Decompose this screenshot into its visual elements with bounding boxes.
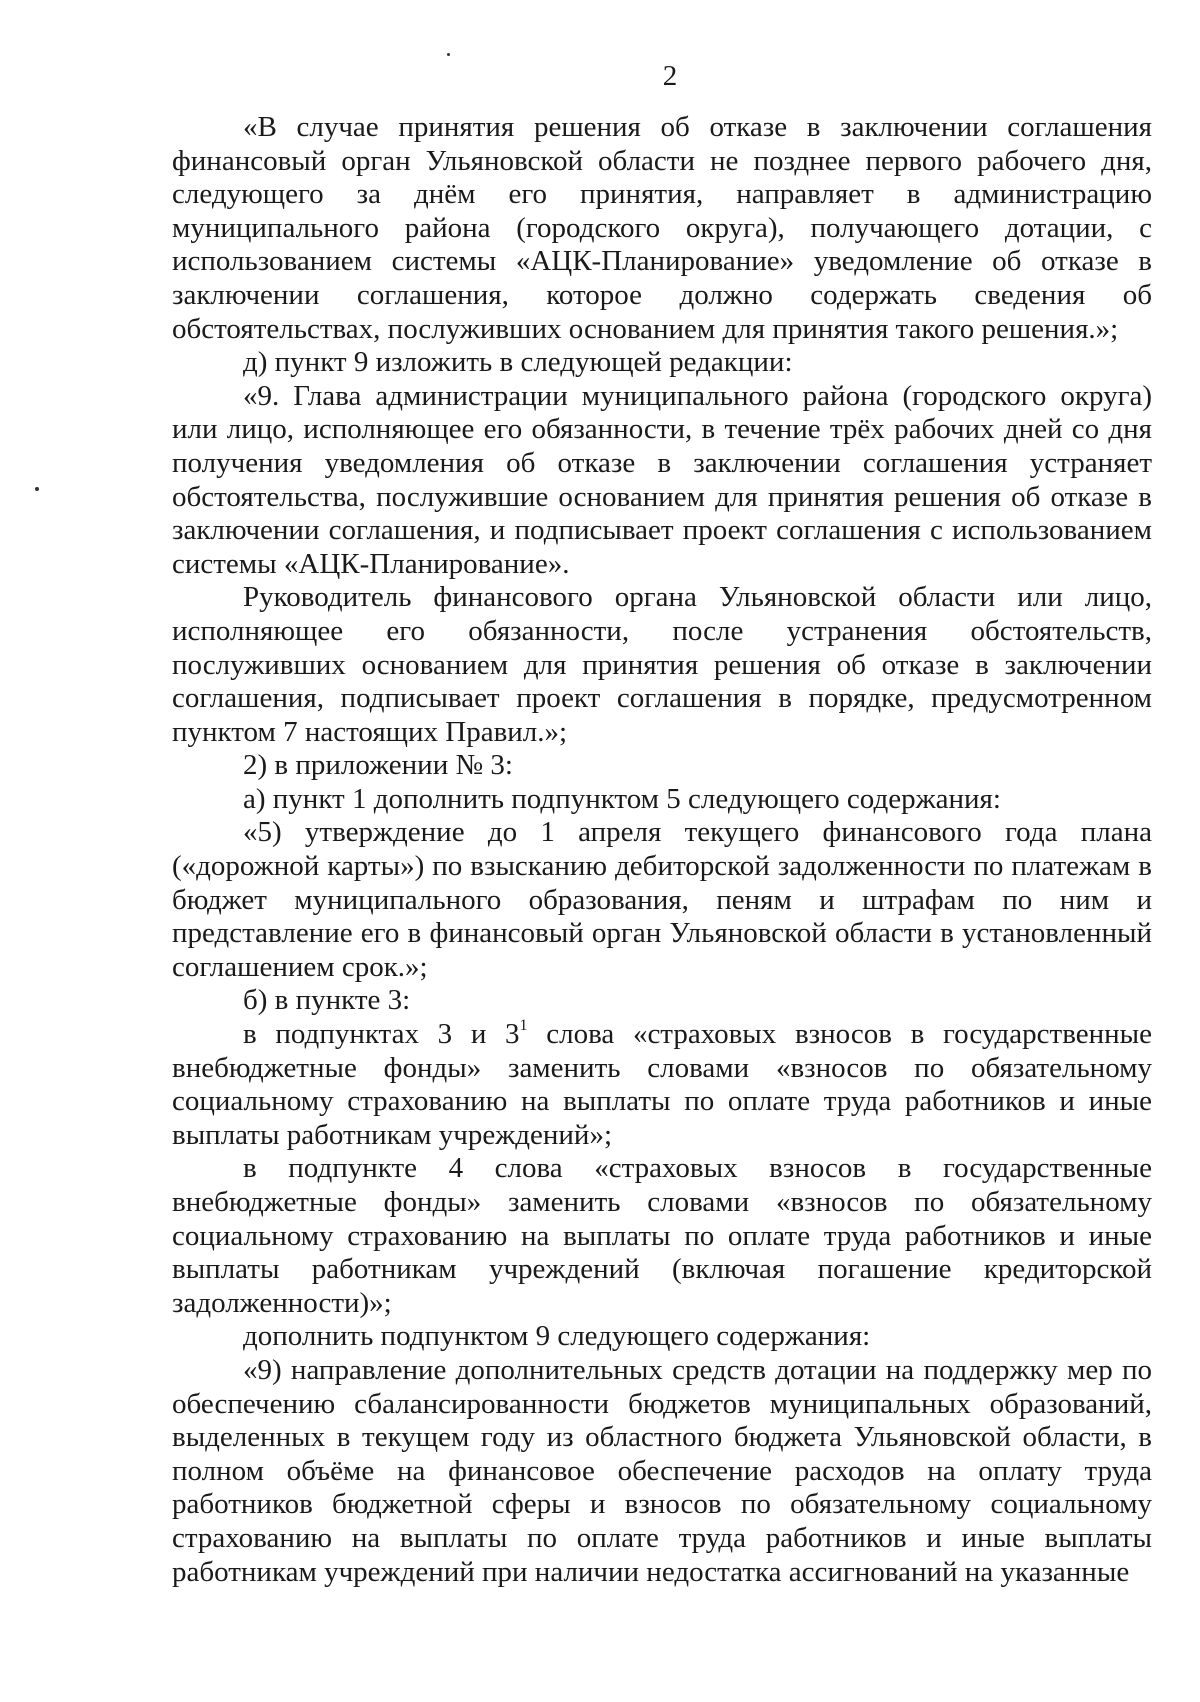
- paragraph: д) пункт 9 изложить в следующей редакции:: [243, 346, 793, 379]
- scan-speck: [35, 487, 39, 491]
- paragraph: «5) утверждение до 1 апреля текущего финансового года плана («дорожной карты») по взысканию дебиторской задолженности по платежам в бюджет муниципального образования, пеням и штрафам по ним и представление его в финансовый орган Ульяновской области в установленный соглашением срок.»;: [172, 816, 1152, 983]
- paragraph: «9. Глава администрации муниципального района (городского округа) или лицо, исполняющее его обязанности, в течение трёх рабочих дней со дня получения уведомления об отказе в заключении соглашения устраняет обстоятельства, послужившие основанием для принятия решения об отказе в заключении соглашения, и подписывает проект соглашения с использованием системы «АЦК-Планирование».: [172, 379, 1152, 580]
- paragraph: а) пункт 1 дополнить подпунктом 5 следующего содержания:: [243, 782, 1001, 815]
- paragraph: б) в пункте 3:: [243, 984, 411, 1017]
- paragraph: 2) в приложении № 3:: [243, 749, 513, 782]
- paragraph: «9) направление дополнительных средств дотации на поддержку мер по обеспечению сбалансированности бюджетов муниципальных образований, выделенных в текущем году из областного бюджета Ульяновской области, в полном объёме на финансовое обеспечение расходов на оплату труда работников бюджетной сферы и взносов по обязательному социальному страхованию на выплаты по оплате труда работников и иные выплаты работникам учреждений при наличии недостатка ассигнований на указанные: [172, 1353, 1152, 1588]
- paragraph: Руководитель финансового органа Ульяновской области или лицо, исполняющее его обязанности, после устранения обстоятельств, послуживших основанием для принятия решения об отказе в заключении соглашения, подписывает проект соглашения в порядке, предусмотренном пунктом 7 настоящих Правил.»;: [172, 581, 1152, 748]
- paragraph: в подпункте 4 слова «страховых взносов в государственные внебюджетные фонды» заменить словами «взносов по обязательному социальному страхованию на выплаты по оплате труда работников и иные выплаты работникам учреждений (включая погашение кредиторской задолженности)»;: [172, 1152, 1152, 1319]
- paragraph: «В случае принятия решения об отказе в заключении соглашения финансовый орган Ульяновской области не позднее первого рабочего дня, следующего за днём его принятия, направляет в администрацию муниципального района (городского округа), получающего дотации, с использованием системы «АЦК-Планирование» уведомление об отказе в заключении соглашения, которое должно содержать сведения об обстоятельствах, послуживших основанием для принятия такого решения.»;: [172, 111, 1152, 345]
- page-number: 2: [662, 60, 678, 92]
- paragraph-with-superscript: [172, 1018, 1152, 1152]
- paragraph: дополнить подпунктом 9 следующего содержания:: [243, 1320, 871, 1353]
- scan-speck: [447, 53, 450, 56]
- paragraph-text: слова «страховых взносов в государственные внебюджетные фонды» заменить словами «взносов по обязательному социальному страхованию на выплаты по оплате труда работников и иные выплаты работникам учреждений»;: [172, 1018, 1153, 1151]
- document-body: [172, 111, 1152, 1589]
- superscript: 1: [519, 1017, 528, 1035]
- paragraph-text: в подпунктах 3 и 3: [243, 1018, 520, 1051]
